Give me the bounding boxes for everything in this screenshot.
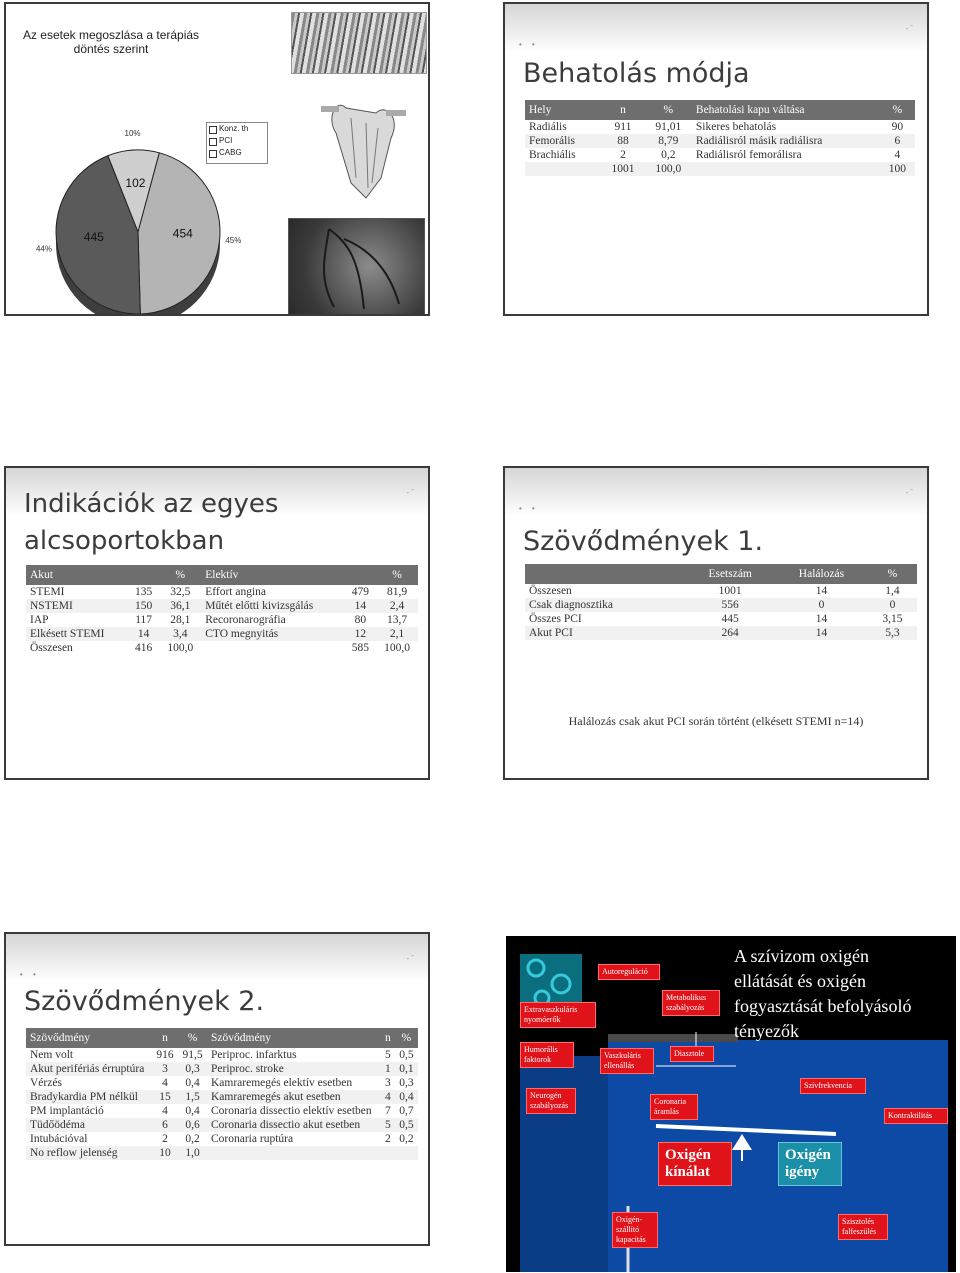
legend-item (207, 135, 267, 147)
table-cell: 91,5 (182, 1049, 203, 1061)
table-cell: Periproc. stroke (207, 1062, 381, 1076)
table-row (26, 627, 418, 641)
legend-swatch (209, 126, 217, 134)
table-cell: 0,4 (185, 1077, 200, 1089)
pie-percent-label: 45% (225, 236, 242, 246)
table-row (26, 613, 418, 627)
table-cell (381, 1146, 395, 1160)
diagram-title: A szívizom oxigén ellátását és oxigén fogyasztását befolyásoló tényezők (734, 946, 912, 1041)
table-cell: 150 (128, 599, 159, 613)
table-cell: 80 (354, 614, 367, 626)
table-cell: Effort angina (205, 586, 266, 598)
table-cell: NSTEMI (26, 599, 128, 613)
table-cell: 32,5 (170, 586, 191, 598)
legend-item (207, 147, 267, 159)
box-diastole: Diasztole (670, 1046, 714, 1062)
table-cell: 0,5 (395, 1118, 418, 1132)
table-cell: 36,1 (159, 599, 201, 613)
table-cell: 0,6 (178, 1118, 207, 1132)
column-header (345, 565, 376, 585)
table-cell: Recoronarográfia (205, 614, 286, 626)
column-header: Hely (525, 100, 601, 120)
table-cell: 2 (162, 1133, 168, 1145)
table-row (26, 1090, 418, 1104)
table-row (525, 584, 917, 598)
box-heart-rate: Szívfrekvencia (800, 1078, 866, 1094)
table-cell: 5,3 (868, 626, 917, 640)
table-row (26, 599, 418, 613)
table-row (26, 1076, 418, 1090)
slide-complications-1 (503, 466, 929, 780)
table-row (525, 120, 915, 134)
table-cell: CTO megnyitás (201, 627, 345, 641)
table-cell (201, 641, 345, 655)
table-cell: Összesen (529, 585, 572, 597)
table-cell: 12 (345, 627, 376, 641)
table-cell: 100,0 (384, 642, 410, 654)
table-cell: 0,4 (185, 1105, 200, 1117)
box-neurogenic: Neurogén szabályozás (526, 1088, 576, 1114)
table-cell: 0,5 (399, 1049, 414, 1061)
table-cell: Radiálisról femorálisra (695, 149, 802, 161)
table-cell: 2 (384, 1133, 391, 1145)
table-row (525, 148, 915, 162)
table-cell: Akut perifériás érruptúra (26, 1062, 152, 1076)
table-cell: 0,2 (185, 1133, 200, 1145)
column-header: Esetszám (685, 564, 775, 584)
column-header: % (376, 565, 418, 585)
column-header: n (152, 1028, 178, 1048)
table-cell (525, 162, 601, 176)
table-cell: Kamraremegés elektív esetben (211, 1077, 353, 1089)
table-row (26, 641, 418, 655)
column-header: % (880, 100, 915, 120)
legend-item (207, 123, 267, 135)
box-extravascular: Extravaszkuláris nyomóerők (520, 1002, 596, 1028)
table-cell: Sikeres behatolás (695, 121, 777, 133)
table-cell: 7 (384, 1105, 391, 1117)
box-humoral: Humorális faktorok (520, 1042, 574, 1068)
table-cell: Bradykardia PM nélkül (26, 1090, 152, 1104)
slide-title: Szövődmények 1. (523, 526, 764, 557)
slide-title: Behatolás módja (523, 58, 750, 89)
table-cell: 14 (815, 613, 828, 625)
slide-indications (4, 466, 430, 780)
column-header: Szövődmény (207, 1028, 381, 1048)
table-cell: 90 (891, 121, 904, 133)
column-header (128, 565, 159, 585)
box-oxygen-supply: Oxigén kínálat (658, 1142, 732, 1186)
pie-chart-title: Az esetek megoszlása a terápiás döntés szerint (22, 28, 200, 56)
table-row (26, 1048, 418, 1062)
table-cell: 117 (135, 614, 153, 626)
table-cell: Vérzés (30, 1077, 62, 1089)
table-cell: 13,7 (386, 614, 408, 626)
column-header: Halálozás (775, 564, 868, 584)
table-cell: Összes PCI (529, 613, 582, 625)
column-header: % (159, 565, 201, 585)
legend-label: PCI (219, 136, 233, 145)
legend-label: Konz. th (219, 124, 249, 133)
table-cell: 8,79 (645, 134, 692, 148)
box-coronary-flow: Coronaria áramlás (650, 1094, 698, 1120)
slide-title: Szövődmények 2. (24, 986, 265, 1017)
pie-percent-label: 10% (124, 129, 141, 139)
pie-value-label: 454 (172, 226, 193, 241)
table-row (525, 134, 915, 148)
catheter-image (291, 12, 427, 74)
table-cell: Radiális (529, 121, 567, 133)
mortality-table (525, 564, 917, 640)
box-contractility: Kontraktilitás (884, 1108, 948, 1124)
table-cell: 445 (721, 613, 739, 625)
table-row (26, 1062, 418, 1076)
table-row (26, 1118, 418, 1132)
table-cell: 0 (775, 598, 868, 612)
column-header: Akut (26, 565, 128, 585)
table-row (26, 1146, 418, 1160)
table-row (26, 585, 418, 599)
column-header: Elektív (201, 565, 345, 585)
column-header: Behatolási kapu váltása (692, 100, 880, 120)
table-row (525, 162, 915, 176)
column-header: % (178, 1028, 207, 1048)
table-cell: 0,2 (399, 1133, 414, 1145)
table-cell: 91,01 (655, 121, 682, 133)
table-cell: 14 (128, 627, 159, 641)
table-cell: 556 (685, 598, 775, 612)
box-wall-tension: Szisztolés falfeszülés (838, 1214, 888, 1240)
angiogram-image (288, 218, 425, 315)
legend-swatch (209, 138, 217, 146)
table-cell: Radiálisról másik radiálisra (692, 134, 880, 148)
table-cell: PM implantáció (30, 1105, 104, 1117)
table-cell: 0,3 (399, 1077, 414, 1089)
table-cell: 416 (135, 642, 153, 654)
table-cell: 3,4 (159, 627, 201, 641)
table-cell: 4 (162, 1105, 168, 1117)
table-cell: 88 (601, 134, 644, 148)
box-vascular: Vaszkuláris ellenállás (600, 1048, 654, 1074)
table-cell (207, 1146, 381, 1160)
indications-table (26, 565, 418, 655)
table-cell: 1,4 (885, 585, 900, 597)
table-cell: Intubációval (30, 1133, 88, 1145)
table-cell: Brachiális (529, 149, 576, 161)
table-cell: 585 (351, 642, 370, 654)
table-cell: 0,3 (178, 1062, 207, 1076)
table-cell: Kamraremegés akut esetben (207, 1090, 381, 1104)
slide-complications-2 (4, 932, 430, 1246)
table-row (525, 598, 917, 612)
column-header: Szövődmény (26, 1028, 152, 1048)
table-cell: Tüdőödéma (26, 1118, 152, 1132)
slide-header-band: • • - ˉ (505, 468, 927, 516)
table-cell: 3,15 (882, 613, 903, 625)
table-cell: 14 (815, 585, 828, 597)
table-cell: 81,9 (386, 586, 408, 598)
slide-header-band: - ˉ (6, 468, 428, 516)
slide-access-route (503, 2, 929, 316)
table-cell: 14 (775, 626, 868, 640)
table-row (525, 626, 917, 640)
table-cell: Coronaria dissectio elektív esetben (211, 1105, 372, 1117)
table-cell: 100,0 (645, 162, 692, 176)
table-cell: 1,5 (178, 1090, 207, 1104)
table-cell: IAP (30, 614, 49, 626)
table-cell: Coronaria dissectio akut esetben (207, 1118, 381, 1132)
table-cell: 4 (894, 149, 901, 161)
table-cell: 5 (381, 1118, 395, 1132)
box-oxygen-capacity: Oxigén-szállító kapacitás (612, 1212, 658, 1248)
slide-title: Indikációk az egyes alcsoportokban (24, 489, 279, 556)
table-cell: No reflow jelenség (26, 1146, 152, 1160)
pie-percent-label: 44% (35, 244, 52, 254)
pie-legend (206, 122, 268, 164)
table-cell: Műtét előtti kivizsgálás (201, 599, 345, 613)
table-cell: 100,0 (167, 642, 194, 654)
column-header: n (601, 100, 644, 120)
table-cell: 2,1 (376, 627, 418, 641)
legend-swatch (209, 150, 217, 158)
table-cell: 4 (162, 1077, 168, 1089)
table-cell: 479 (351, 586, 370, 598)
table-cell: Akut PCI (525, 626, 685, 640)
table-cell: 1001 (601, 162, 644, 176)
table-cell: Coronaria ruptúra (211, 1133, 294, 1145)
column-header: % (868, 564, 917, 584)
table-cell: 1 (381, 1062, 395, 1076)
table-cell: Periproc. infarktus (211, 1049, 297, 1061)
table-cell: Elkésett STEMI (26, 627, 128, 641)
table-cell: 5 (384, 1049, 391, 1061)
table-row (26, 1132, 418, 1146)
table-cell: 6 (880, 134, 915, 148)
table-cell: STEMI (30, 586, 65, 598)
table-cell: 1,0 (178, 1146, 207, 1160)
table-cell: 2 (620, 149, 626, 161)
legend-label: CABG (219, 148, 242, 157)
table-cell: 15 (152, 1090, 178, 1104)
column-header: % (645, 100, 692, 120)
table-cell: Csak diagnosztika (525, 598, 685, 612)
table-row (525, 612, 917, 626)
slide-therapy-pie (4, 2, 430, 316)
table-cell: 10 (152, 1146, 178, 1160)
box-metabolic: Metabolikus szabályozás (662, 990, 720, 1016)
table-cell: 6 (152, 1118, 178, 1132)
table-cell: 135 (135, 586, 153, 598)
table-cell: 14 (345, 599, 376, 613)
table-cell: Femorális (525, 134, 601, 148)
pie-value-label: 445 (83, 230, 104, 245)
table-cell: Nem volt (30, 1049, 74, 1061)
table-cell: 0,4 (395, 1090, 418, 1104)
table-cell: 2,4 (376, 599, 418, 613)
table-cell: 100 (880, 162, 915, 176)
access-table (525, 100, 915, 176)
table-cell: 911 (614, 121, 632, 133)
table-cell: 28,1 (170, 614, 191, 626)
table-cell: 0 (868, 598, 917, 612)
table-cell: 0,7 (399, 1105, 414, 1117)
table-cell: 0,1 (395, 1062, 418, 1076)
slide-oxygen-diagram (506, 936, 956, 1272)
table-cell: 4 (381, 1090, 395, 1104)
table-cell: 3 (152, 1062, 178, 1076)
table-cell: 1001 (718, 585, 742, 597)
table-cell: 3 (384, 1077, 391, 1089)
heart-illustration (306, 88, 416, 208)
table-cell: 916 (156, 1049, 174, 1061)
slide-header-band: • • - ˉ (6, 934, 428, 982)
complications-table (26, 1028, 418, 1160)
column-header (525, 564, 685, 584)
table-row (26, 1104, 418, 1118)
mortality-note: Halálozás csak akut PCI során történt (elkésett STEMI n=14) (568, 714, 864, 728)
table-cell (395, 1146, 418, 1160)
slide-header-band: • • - ˉ (505, 4, 927, 52)
box-autoregulation: Autoreguláció (598, 964, 660, 980)
column-header: n (381, 1028, 395, 1048)
pie-value-label: 102 (125, 175, 146, 190)
column-header: % (395, 1028, 418, 1048)
table-cell: 0,2 (661, 149, 676, 161)
table-cell (692, 162, 880, 176)
table-cell: 264 (685, 626, 775, 640)
box-oxygen-demand: Oxigén igény (778, 1142, 842, 1186)
table-cell: Összesen (30, 642, 73, 654)
